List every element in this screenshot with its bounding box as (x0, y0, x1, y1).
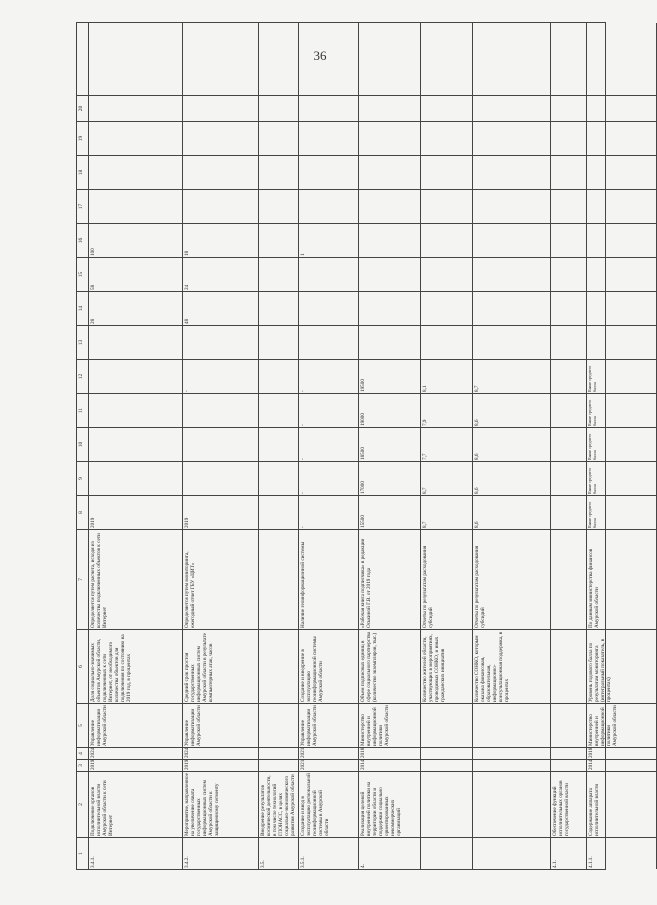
cell-name: Мероприятие, направленное на увеличение охвата государственных информационных систем Амурской области к защищенному сегменту (183, 771, 258, 837)
cell-col-8: 2019 (183, 495, 258, 529)
cell-method (551, 529, 586, 629)
cell-col-12: 8,1 (421, 359, 472, 393)
cell-col-16 (421, 223, 472, 257)
cell-start (473, 759, 550, 771)
cell-col-16 (587, 223, 656, 257)
cell-col-19 (587, 121, 656, 155)
cell-method: Определяется путем расчета, исходя из количества подключенных объектов к сети Интернет (89, 529, 182, 629)
cell-col-18 (359, 155, 420, 189)
cell-col-9 (89, 461, 182, 495)
cell-method: «Рабочая книга подписчика» в редакции Оськиной Г.В. от 2019 года (359, 529, 420, 629)
column-number-10: 10 (77, 427, 88, 461)
cell-col-20 (359, 95, 420, 121)
cell-col-17 (587, 189, 656, 223)
column-number-9: 9 (77, 461, 88, 495)
cell-col-16 (473, 223, 550, 257)
cell-col-20 (259, 95, 298, 121)
cell-col-11: 7,9 (421, 393, 472, 427)
cell-col-20 (89, 95, 182, 121)
cell-col-8: 8,6 (473, 495, 550, 529)
cell-col-16: 100 (89, 223, 182, 257)
cell-exec (259, 703, 298, 747)
cell-method: Отчеты по результатам расходования субсидий (473, 529, 550, 629)
cell-exec (473, 703, 550, 747)
cell-col-11: 19000 (359, 393, 420, 427)
cell-name: Обеспечение функций исполнительных органов государственной власти (551, 771, 586, 837)
table-row (299, 23, 359, 869)
cell-col-9: Выше среднего балла (587, 461, 656, 495)
cell-col-12: 8,7 (473, 359, 550, 393)
cell-col-20 (587, 95, 656, 121)
cell-col-9 (259, 461, 298, 495)
cell-col-9: 8,7 (421, 461, 472, 495)
table-row (359, 23, 421, 869)
column-number-4: 4 (77, 747, 88, 759)
column-number-1: 1 (77, 837, 88, 869)
cell-col-13 (587, 325, 656, 359)
cell-col-16: 18 (183, 223, 258, 257)
cell-col-17 (421, 189, 472, 223)
cell-name (421, 771, 472, 837)
cell-col-15 (299, 257, 358, 291)
cell-start: 2019 (89, 759, 182, 771)
cell-col-12: - (183, 359, 258, 393)
cell-col-17 (183, 189, 258, 223)
cell-end: 2024 (89, 747, 182, 759)
cell-col-13 (299, 325, 358, 359)
cell-col-12 (551, 359, 586, 393)
column-number-2: 2 (77, 771, 88, 837)
cell-col-8: Выше среднего балла (587, 495, 656, 529)
cell-col-8: 2019 (89, 495, 182, 529)
cell-method: Отчеты по результатам расходования субсидий (421, 529, 472, 629)
cell-col-9: 17000 (359, 461, 420, 495)
page-number: 36 (313, 48, 327, 63)
cell-num: 4.1. (551, 837, 586, 869)
cell-col-14 (259, 291, 298, 325)
cell-col-9 (551, 461, 586, 495)
cell-col-10: 7,7 (421, 427, 472, 461)
cell-col-9: - (299, 461, 358, 495)
cell-col-18 (473, 155, 550, 189)
column-number-14: 14 (77, 291, 88, 325)
cell-col-19 (259, 121, 298, 155)
cell-method: Наличие геоинформационной системы (299, 529, 358, 629)
table-row (421, 23, 473, 869)
cell-num: 3.5.1. (299, 837, 358, 869)
cell-col-13 (473, 325, 550, 359)
cell-col-13 (259, 325, 298, 359)
cell-name (473, 771, 550, 837)
cell-col-10: - (299, 427, 358, 461)
cell-exec: Министерство внутренней и информационной политики Амурской области (587, 703, 656, 747)
cell-col-8 (551, 495, 586, 529)
table-row (183, 23, 259, 869)
column-number-header (77, 23, 89, 869)
cell-col-20 (183, 95, 258, 121)
cell-start: 2014 (587, 759, 656, 771)
cell-num (473, 837, 550, 869)
cell-start: 2021 (299, 759, 358, 771)
column-number-6: 6 (77, 629, 88, 703)
cell-start: 2019 (183, 759, 258, 771)
cell-col-19 (359, 121, 420, 155)
cell-col-18 (89, 155, 182, 189)
cell-col-19 (299, 121, 358, 155)
cell-col-18 (183, 155, 258, 189)
cell-col-10: 18500 (359, 427, 420, 461)
cell-col-16 (259, 223, 298, 257)
cell-col-20 (421, 95, 472, 121)
cell-col-16 (551, 223, 586, 257)
cell-col-8: - (299, 495, 358, 529)
table-row (259, 23, 299, 869)
column-number-15: 15 (77, 257, 88, 291)
cell-col-11: - (299, 393, 358, 427)
cell-col-10: 8,6 (473, 427, 550, 461)
cell-end: 2024 (183, 747, 258, 759)
cell-col-14 (473, 291, 550, 325)
cell-result: Количество жителей области, участвующих в мероприятиях, проводимых СОНКО, и иных гражданских инициатив (421, 629, 472, 703)
table-row (473, 23, 551, 869)
cell-col-10 (183, 427, 258, 461)
cell-col-8: 15500 (359, 495, 420, 529)
cell-col-11: Выше среднего балла (587, 393, 656, 427)
cell-end (259, 747, 298, 759)
cell-col-19 (183, 121, 258, 155)
cell-exec: Управление информатизации Амурской области (89, 703, 182, 747)
cell-col-13 (183, 325, 258, 359)
cell-col-17 (359, 189, 420, 223)
cell-col-13 (421, 325, 472, 359)
cell-col-15 (551, 257, 586, 291)
cell-col-20 (299, 95, 358, 121)
cell-method: По данным министерства финансов Амурской области (587, 529, 656, 629)
cell-col-17 (551, 189, 586, 223)
cell-col-15: 24 (183, 257, 258, 291)
cell-col-18 (299, 155, 358, 189)
cell-col-19 (421, 121, 472, 155)
cell-col-16 (359, 223, 420, 257)
cell-exec (551, 703, 586, 747)
cell-col-15: 58 (89, 257, 182, 291)
column-number-7: 7 (77, 529, 88, 629)
cell-end: 2021 (299, 747, 358, 759)
cell-col-13 (551, 325, 586, 359)
cell-num: 3.4.2. (183, 837, 258, 869)
cell-result: Объем подписных единиц в сфере социального партнерства (количество экземпляров, тыс.) (359, 629, 420, 703)
column-number-13: 13 (77, 325, 88, 359)
cell-result: Количество СОНКО, которым оказана финансовая, образовательная, информационно-консультационная поддержка, в процентах (473, 629, 550, 703)
table-row (89, 23, 183, 869)
column-number-18: 18 (77, 155, 88, 189)
cell-exec: Управление информатизации Амурской области (299, 703, 358, 747)
cell-col-13 (89, 325, 182, 359)
cell-col-8: 8,7 (421, 495, 472, 529)
cell-col-9 (183, 461, 258, 495)
cell-col-18 (259, 155, 298, 189)
cell-num: 3.5. (259, 837, 298, 869)
column-number-12: 12 (77, 359, 88, 393)
cell-col-12: 19500 (359, 359, 420, 393)
cell-col-17 (299, 189, 358, 223)
table-row (551, 23, 587, 869)
cell-col-20 (473, 95, 550, 121)
column-number-16: 16 (77, 223, 88, 257)
cell-num (421, 837, 472, 869)
cell-col-20 (551, 95, 586, 121)
column-number-5: 5 (77, 703, 88, 747)
cell-col-11 (183, 393, 258, 427)
cell-end: 2018 (359, 747, 420, 759)
cell-col-11 (259, 393, 298, 427)
cell-col-14 (551, 291, 586, 325)
cell-col-11 (551, 393, 586, 427)
cell-col-10 (551, 427, 586, 461)
cell-col-15 (359, 257, 420, 291)
column-number-8: 8 (77, 495, 88, 529)
cell-col-19 (551, 121, 586, 155)
cell-col-14 (587, 291, 656, 325)
cell-col-14 (421, 291, 472, 325)
cell-start (259, 759, 298, 771)
cell-col-14 (299, 291, 358, 325)
cell-end (421, 747, 472, 759)
cell-col-18 (587, 155, 656, 189)
cell-col-10: Выше среднего балла (587, 427, 656, 461)
column-number-20: 20 (77, 95, 88, 121)
cell-col-11 (89, 393, 182, 427)
cell-name: Реализация целевой внутренней политики на территории области и поддержки социально ориентированных некоммерческих организаций (359, 771, 420, 837)
cell-exec (421, 703, 472, 747)
cell-start (551, 759, 586, 771)
cell-name: Подключение органов исполнительной власти Амурской области к сети Интернет (89, 771, 182, 837)
column-number-3: 3 (77, 759, 88, 771)
column-number-17: 17 (77, 189, 88, 223)
cell-exec: Управление информатизации Амурской области (183, 703, 258, 747)
cell-num: 4. (359, 837, 420, 869)
cell-col-9: 8,6 (473, 461, 550, 495)
cell-col-14 (359, 291, 420, 325)
cell-col-12 (89, 359, 182, 393)
cell-col-15 (587, 257, 656, 291)
cell-start: 2014 (359, 759, 420, 771)
cell-method (259, 529, 298, 629)
cell-col-13 (359, 325, 420, 359)
cell-col-18 (421, 155, 472, 189)
cell-col-16: 1 (299, 223, 358, 257)
cell-col-11: 8,6 (473, 393, 550, 427)
cell-col-19 (473, 121, 550, 155)
cell-end (473, 747, 550, 759)
cell-name: Создание и ввод в эксплуатацию региональной геоинформационной системы в Амурской области (299, 771, 358, 837)
cell-name: Содержание аппарата исполнительной власти (587, 771, 656, 837)
cell-result (259, 629, 298, 703)
cell-col-15 (421, 257, 472, 291)
cell-start (421, 759, 472, 771)
cell-col-10 (259, 427, 298, 461)
program-table (76, 22, 618, 870)
cell-col-12: Выше среднего балла (587, 359, 656, 393)
cell-col-12: - (299, 359, 358, 393)
table-row (587, 23, 657, 869)
cell-col-15 (259, 257, 298, 291)
cell-col-14: 48 (183, 291, 258, 325)
rotated-table-frame (76, 22, 618, 870)
column-number-19: 19 (77, 121, 88, 155)
cell-result: Средний срок простоя государственных информационных систем Амурской области в результате компьютерных атак, часов (183, 629, 258, 703)
cell-col-17 (259, 189, 298, 223)
cell-end: 2018 (587, 747, 656, 759)
cell-num: 3.4.1. (89, 837, 182, 869)
column-number-11: 11 (77, 393, 88, 427)
cell-result (551, 629, 586, 703)
cell-result: Создание и внедрение в эксплуатацию геоинформационной системы Амурской области (299, 629, 358, 703)
cell-result: Доля социально-значимых объектов Амурской области, подключенных к сети Интернет, от необходимого количества объектов для подключения по состоянию на 2019 год, в процентах (89, 629, 182, 703)
cell-method: Определяется путем мониторинга, ежегодный отчет ГБУ «ЦИТ» (183, 529, 258, 629)
cell-end (551, 747, 586, 759)
cell-col-17 (89, 189, 182, 223)
cell-col-19 (89, 121, 182, 155)
cell-result: Уровень годового балла по результатам мониторинга (интегральный показатель, в процентах) (587, 629, 656, 703)
cell-col-18 (551, 155, 586, 189)
cell-col-17 (473, 189, 550, 223)
cell-col-10 (89, 427, 182, 461)
cell-col-15 (473, 257, 550, 291)
cell-col-12 (259, 359, 298, 393)
cell-exec: Министерство внутренней и информационной политики Амурской области (359, 703, 420, 747)
cell-col-14: 28 (89, 291, 182, 325)
cell-col-8 (259, 495, 298, 529)
cell-num: 4.1.1. (587, 837, 656, 869)
cell-name: Внедрение результатов космической деятельности, в том числе технологий ГЛОНАСС, в целях социально-экономического развития Амурской области (259, 771, 298, 837)
